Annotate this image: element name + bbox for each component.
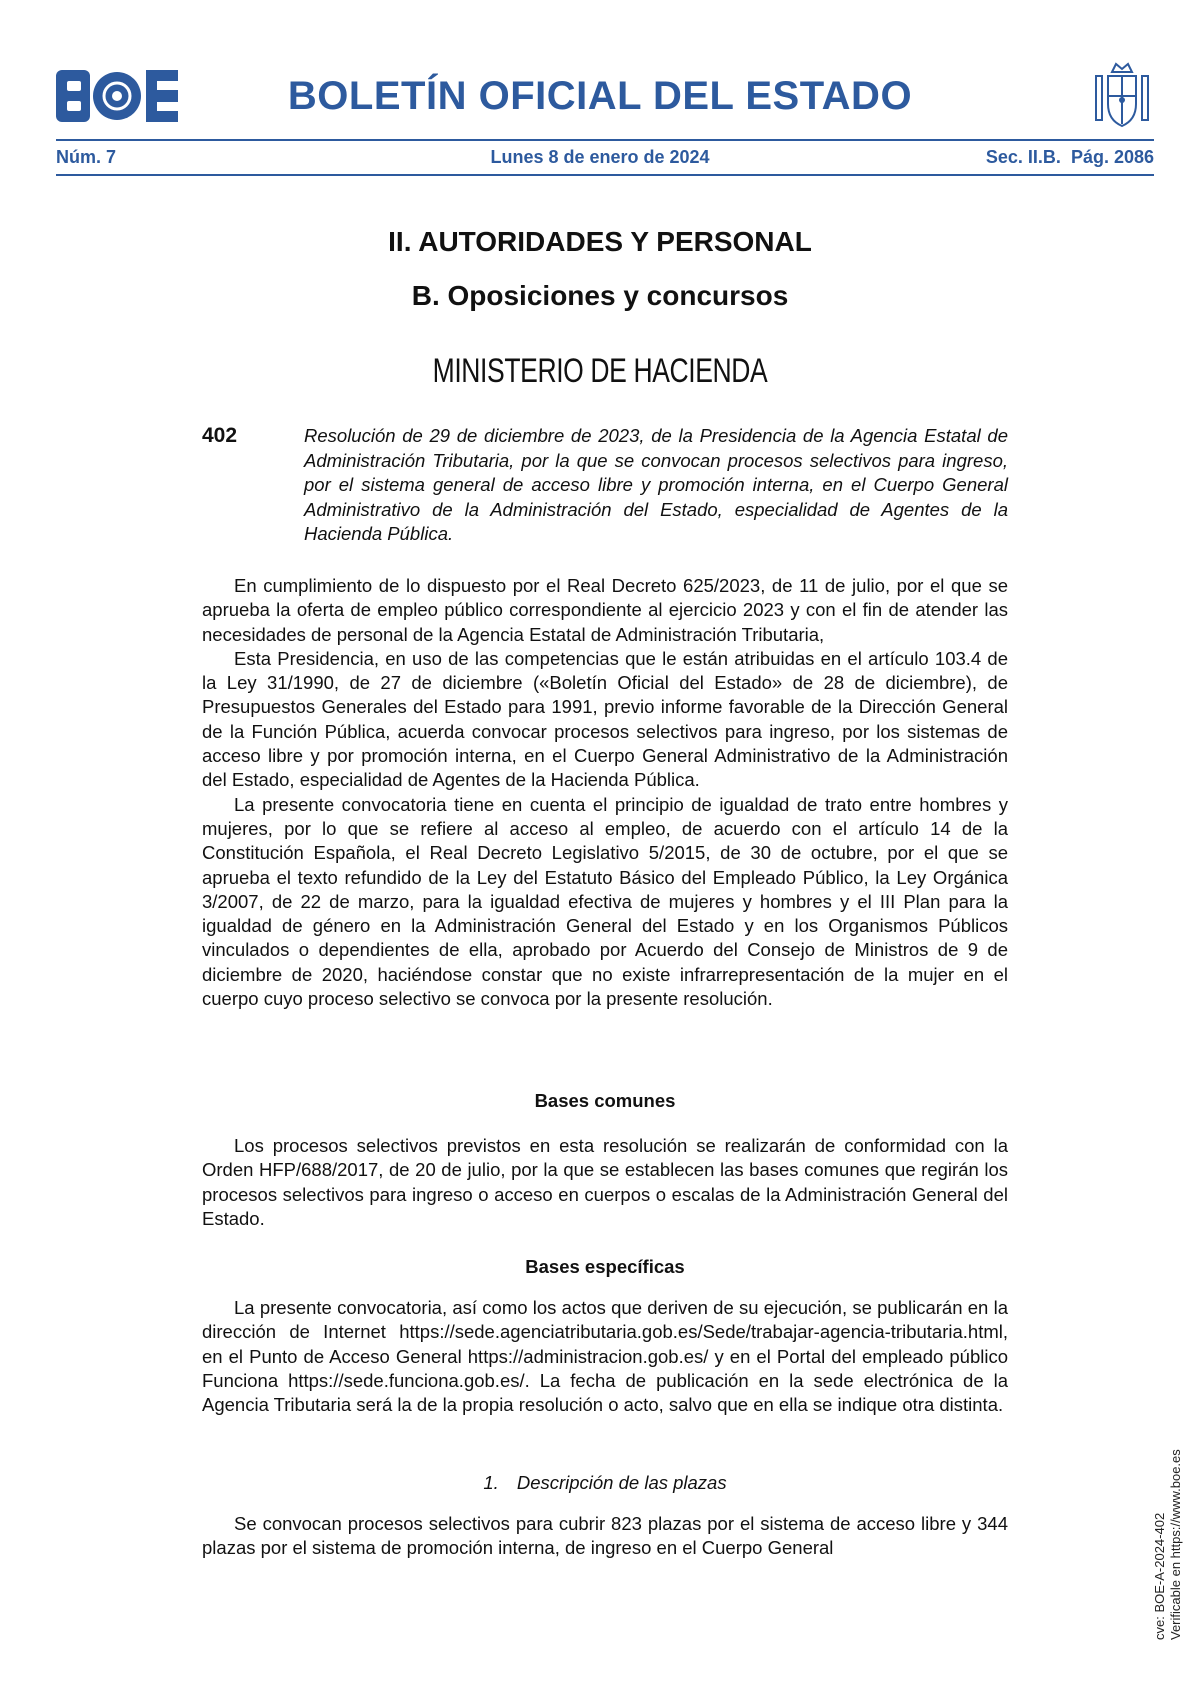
header-rule-top bbox=[56, 139, 1154, 141]
verification-url[interactable]: Verificable en https://www.boe.es bbox=[1168, 1449, 1183, 1640]
section-1-heading bbox=[0, 1472, 1200, 1494]
page-number: Pág. 2086 bbox=[1070, 147, 1154, 167]
item-number: 402 bbox=[202, 424, 238, 447]
bases-especificas-heading: Bases específicas bbox=[525, 1256, 685, 1277]
section-and-page bbox=[986, 147, 1154, 168]
paragraph: La presente convocatoria, así como los actos que deriven de su ejecución, se publicarán en la dirección de Internet https://sede.agenciatributaria.gob.es/Sede/trabajar-agencia-tributaria.html, en el Punto de Acceso General https://administracion.gob.es/ y en el Portal del empleado público Funciona https://sede.funciona.gob.es/. La fecha de publicación en la sede electrónica de la Agencia Tributaria será la de la propia resolución o acto, salvo que en ella se indique otra distinta. bbox=[202, 1297, 1008, 1416]
cve-code: cve: BOE-A-2024-402 bbox=[1152, 1512, 1167, 1640]
paragraph: Esta Presidencia, en uso de las competencias que le están atribuidas en el artículo 103.4 de la Ley 31/1990, de 27 de diciembre («Boletín Oficial del Estado» de 28 de diciembre), de Presupuestos Generales del Estado para 1991, previo informe favorable de la Dirección General de la Función Pública, acuerda convocar procesos selectivos para ingreso, por los sistemas de acceso libre y por promoción interna, en el Cuerpo General Administrativo de la Administración del Estado, especialidad de Agentes de la Hacienda Pública. bbox=[202, 647, 1008, 791]
subsection-title: B. Oposiciones y concursos bbox=[411, 280, 789, 311]
section-1-number: 1. bbox=[483, 1472, 499, 1493]
paragraph: Los procesos selectivos previstos en esta resolución se realizarán de conformidad con la Orden HFP/688/2017, de 20 de julio, por la que se establecen las bases comunes que regirán los procesos selectivos para ingreso o acceso en cuerpos o escalas de la Administración General del Estado. bbox=[202, 1135, 1008, 1229]
paragraph: La presente convocatoria tiene en cuenta el principio de igualdad de trato entre hombres y mujeres, por lo que se refiere al acceso al empleo, de acuerdo con el artículo 14 de la Constitución Española, el Real Decreto Legislativo 5/2015, de 30 de octubre, por el que se aprueba el texto refundido de la Ley del Estatuto Básico del Empleado Público, la Ley Orgánica 3/2007, de 22 de marzo, para la igualdad efectiva de mujeres y hombres y el III Plan para la igualdad de género en la Administración General del Estado y en los Organismos Públicos vinculados o dependientes de ella, aprobado por Acuerdo del Consejo de Ministros de 9 de diciembre de 2020, haciéndose constar que no existe infrarrepresentación de la mujer en el cuerpo cuyo proceso selectivo se convoca por la presente resolución. bbox=[202, 793, 1008, 1010]
issue-date: Lunes 8 de enero de 2024 bbox=[490, 147, 710, 167]
section-1-title: Descripción de las plazas bbox=[516, 1472, 727, 1493]
paragraph: En cumplimiento de lo dispuesto por el Real Decreto 625/2023, de 11 de julio, por el que se aprueba la oferta de empleo público correspondiente al ejercicio 2023 y con el fin de atender las necesidades de personal de la Agencia Estatal de Administración Tributaria, bbox=[202, 575, 1008, 645]
header-rule-bottom bbox=[56, 174, 1154, 176]
section-1-body bbox=[202, 1512, 1008, 1561]
ministry-title: MINISTERIO DE HACIENDA bbox=[432, 352, 768, 390]
bases-comunes-heading: Bases comunes bbox=[534, 1090, 676, 1111]
resolution-summary: Resolución de 29 de diciembre de 2023, de la Presidencia de la Agencia Estatal de Administración Tributaria, por la que se convocan procesos selectivos para ingreso, por el sistema general de acceso libre y promoción interna, en el Cuerpo General Administrativo de la Administración del Estado, especialidad de Agentes de la Hacienda Pública. bbox=[304, 425, 1008, 544]
bases-comunes-body bbox=[202, 1134, 1008, 1231]
section-code: Sec. II.B. bbox=[985, 147, 1061, 167]
coat-of-arms-icon bbox=[1090, 60, 1154, 132]
paragraph: Se convocan procesos selectivos para cubrir 823 plazas por el sistema de acceso libre y 344 plazas por el sistema de promoción interna, de ingreso en el Cuerpo General bbox=[202, 1513, 1008, 1559]
intro-body bbox=[202, 574, 1008, 1011]
issue-number: Núm. 7 bbox=[56, 147, 117, 167]
gazette-title: BOLETÍN OFICIAL DEL ESTADO bbox=[287, 74, 913, 118]
bases-especificas-body bbox=[202, 1296, 1008, 1417]
section-title: II. AUTORIDADES Y PERSONAL bbox=[388, 226, 812, 257]
